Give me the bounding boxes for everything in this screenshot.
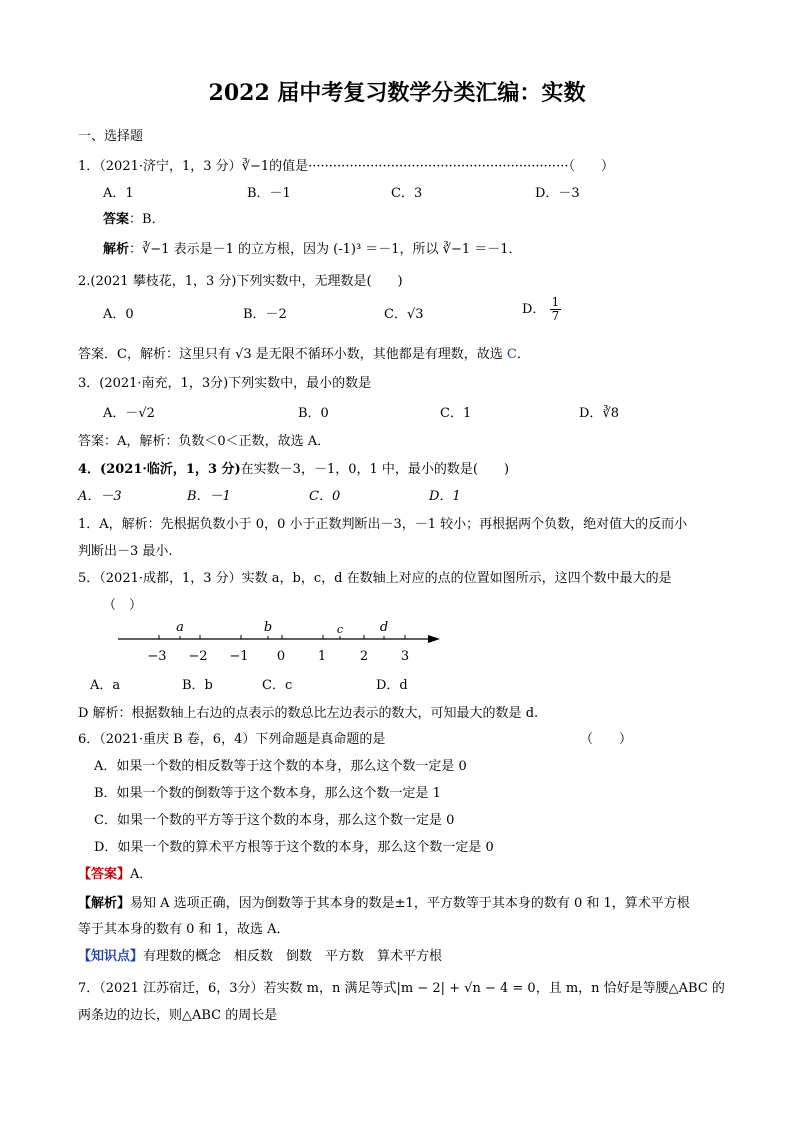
q2-answer-choice: C	[506, 347, 517, 362]
q5-analysis: D 解析：根据数轴上右边的点表示的数总比左边表示的数大，可知最大的数是 d.	[78, 706, 539, 721]
q4-stem-rest: 在实数－3，－1，0，1 中，最小的数是( )	[240, 462, 510, 477]
q6-option-a: A．如果一个数的相反数等于这个数的本身，那么这个数一定是 0	[94, 759, 467, 774]
tick-label: 0	[276, 649, 286, 664]
tick-label: 1	[317, 649, 327, 664]
q5-stem: 5．（2021·成都，1，3 分）实数 a，b，c，d 在数轴上对应的点的位置如图所示，这四个数中最大的是	[78, 571, 672, 586]
q1-option-a: A．1	[103, 186, 134, 201]
q6-stem: 6．（2021·重庆 B 卷，6，4）下列命题是真命题的是	[78, 732, 386, 747]
q5-option-d: D．d	[376, 678, 408, 693]
number-line	[110, 615, 450, 665]
q5-option-a: A．a	[90, 678, 121, 693]
q6-knowledge-label: 【知识点】	[78, 949, 144, 964]
tick-label: −3	[147, 649, 167, 664]
q6-option-b: B．如果一个数的倒数等于这个数本身，那么这个数一定是 1	[94, 786, 441, 801]
q2-answer-pre: 答案．C，解析：这里只有 √3 是无限不循环小数，其他都是有理数，故选	[78, 347, 507, 362]
tick-label: −1	[229, 649, 249, 664]
q7-stem-pre: 7．（2021 江苏宿迁，6，3分）若实数 m，n 满足等式	[78, 981, 397, 996]
q1-answer	[103, 208, 165, 227]
q2-option-a: A．0	[103, 307, 134, 322]
q4-option-d: D．1	[429, 489, 461, 504]
q4-stem	[78, 458, 509, 477]
q1-radical: ∛−1	[241, 159, 270, 174]
q6-answer	[78, 863, 152, 882]
q4-option-b: B．－1	[187, 489, 231, 504]
q2-fraction	[550, 296, 562, 323]
tick-label: −2	[188, 649, 208, 664]
q2-answer-end: ．	[516, 347, 530, 362]
q1-option-d: D．－3	[535, 186, 580, 201]
q4-stem-source: 4．(2021·临沂，1，3 分)	[78, 462, 241, 477]
q1-stem	[78, 155, 614, 174]
q2-fraction-den: 7	[551, 309, 560, 323]
q5-paren: （ ）	[103, 598, 143, 613]
q6-knowledge-text: 有理数的概念 相反数 倒数 平方数 算术平方根	[143, 949, 443, 964]
q1-option-c: C．3	[391, 186, 423, 201]
q1-option-b: B．－1	[247, 186, 291, 201]
q1-analysis-text: ：∛−1 表示是－1 的立方根，因为 (-1)³ ＝－1，所以 ∛−1 ＝－1．	[129, 242, 522, 257]
q4-option-c: C．0	[309, 489, 341, 504]
section-heading: 一、选择题	[78, 129, 144, 144]
q1-analysis-label: 解析	[103, 242, 130, 257]
q7-stem-line2: 两条边的边长，则△ABC 的周长是	[78, 1008, 278, 1023]
q6-option-c: C．如果一个数的平方等于这个数的本身，那么这个数一定是 0	[94, 813, 455, 828]
q5-option-b: B．b	[182, 678, 213, 693]
q2-option-c: C．√3	[384, 307, 424, 322]
q3-stem: 3．(2021·南充，1，3分)下列实数中，最小的数是	[78, 376, 372, 391]
point-label-d: d	[379, 620, 389, 635]
q1-stem-pre: 1．（2021·济宁，1，3 分）	[78, 159, 242, 174]
q6-analysis-line2: 等于其本身的数有 0 和 1，故选 A．	[78, 922, 290, 937]
point-label-b: b	[263, 620, 273, 635]
q3-option-c: C．1	[440, 406, 472, 421]
tick-label: 2	[359, 649, 369, 664]
q1-answer-text: ：B．	[129, 212, 165, 227]
page-title: 2022 届中考复习数学分类汇编：实数	[208, 80, 586, 106]
q7-stem	[78, 977, 725, 996]
q6-answer-label: 【答案】	[78, 867, 131, 882]
q3-option-a: A．－√2	[103, 406, 155, 421]
q6-analysis-text: 易知 A 选项正确，因为倒数等于其本身的数是±1，平方数等于其本身的数有 0 和 1，算术平方根	[130, 896, 690, 911]
q4-analysis-line1: 1．A，解析：先根据负数小于 0，0 小于正数判断出－3，－1 较小；再根据两个负数，绝对值大的反而小	[78, 517, 688, 532]
q6-paren: （ ）	[580, 732, 633, 747]
q6-option-d: D．如果一个数的算术平方根等于这个数的本身，那么这个数一定是 0	[94, 840, 494, 855]
q3-option-b: B．0	[298, 406, 329, 421]
q2-option-d-label: D．	[522, 302, 546, 317]
q2-answer	[78, 343, 530, 362]
q1-answer-label: 答案	[103, 212, 130, 227]
q3-option-d: D．∛8	[579, 406, 619, 421]
point-label-c: c	[336, 623, 344, 636]
q7-equation: |m − 2| + √n − 4 = 0	[396, 981, 536, 996]
q3-answer: 答案：A，解析：负数＜0＜正数，故选 A．	[78, 434, 331, 449]
number-line-arrow	[428, 635, 440, 643]
q4-option-a: A．－3	[78, 489, 122, 504]
q6-knowledge	[78, 945, 442, 964]
q4-analysis-line2: 判断出－3 最小.	[78, 544, 173, 559]
q2-option-b: B．－2	[243, 307, 287, 322]
q6-answer-text: A．	[130, 867, 153, 882]
point-label-a: a	[176, 620, 184, 635]
q2-option-d	[522, 296, 561, 323]
q1-stem-post: 的值是·······························································（ ）	[269, 159, 614, 174]
q6-analysis-label: 【解析】	[78, 896, 131, 911]
q7-stem-post: ，且 m，n 恰好是等腰△ABC 的	[535, 981, 725, 996]
q2-fraction-num: 1	[551, 295, 560, 309]
q1-analysis	[103, 238, 522, 257]
q6-analysis-line1	[78, 892, 690, 911]
tick-label: 3	[400, 649, 410, 664]
q2-stem: 2.(2021 攀枝花，1，3 分)下列实数中，无理数是( )	[78, 274, 403, 289]
q5-option-c: C．c	[262, 678, 293, 693]
